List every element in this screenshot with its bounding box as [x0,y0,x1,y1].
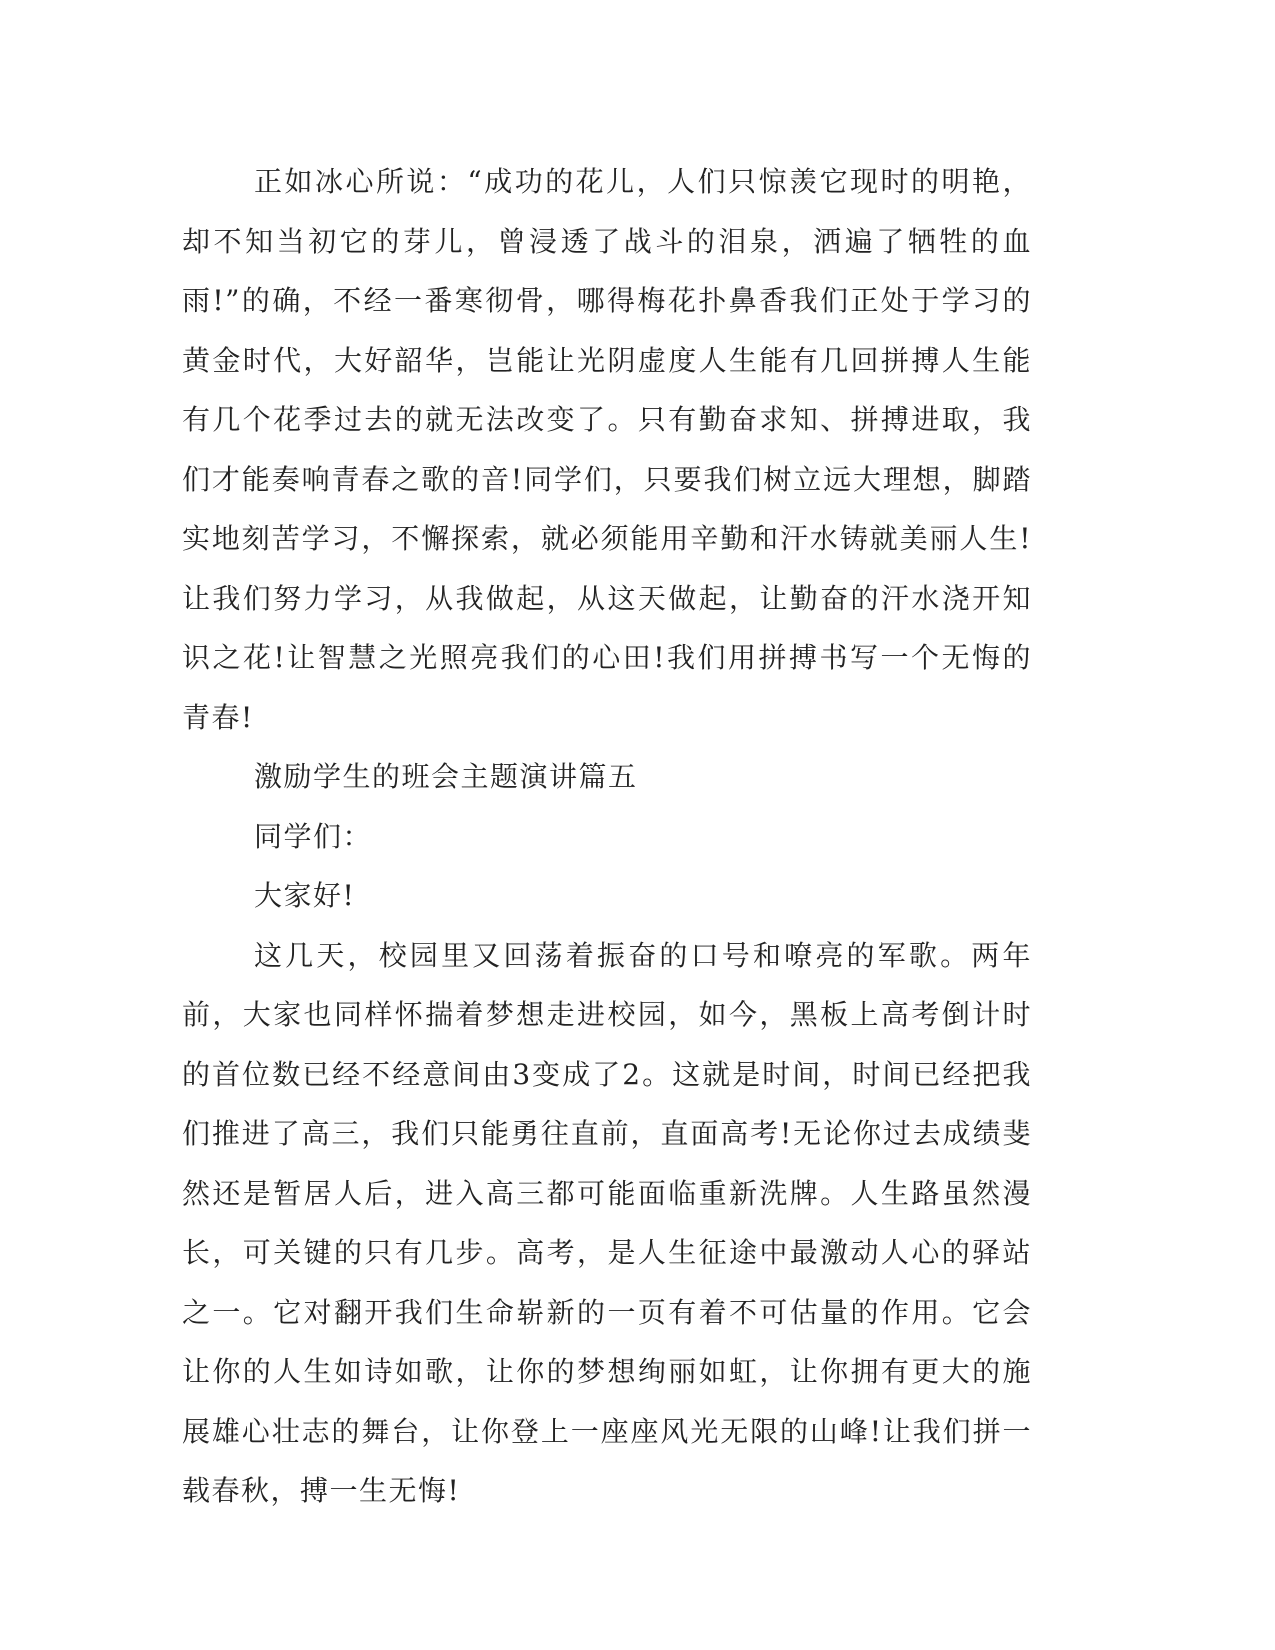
section-title: 激励学生的班会主题演讲篇五 [254,760,638,793]
salutation: 同学们： [254,819,373,853]
document-body [182,152,1032,1521]
greeting: 大家好! [254,879,356,912]
paragraph-bingxin-quote: 正如冰心所说：“成功的花儿，人们只惊羡它现时的明艳，却不知当初它的芽儿，曾浸透了战斗的泪泉，洒遍了牺牲的血雨!”的确，不经一番寒彻骨，哪得梅花扑鼻香我们正处于学习的黄金时代，大好韶华，岂能让光阴虚度人生能有几回拼搏人生能有几个花季过去的就无法改变了。只有勤奋求知、拼搏进取，我们才能奏响青春之歌的音!同学们，只要我们树立远大理想，脚踏实地刻苦学习，不懈探索，就必须能用辛勤和汗水铸就美丽人生!让我们努力学习，从我做起，从这天做起，让勤奋的汗水浇开知识之花!让智慧之光照亮我们的心田!我们用拼搏书写一个无悔的青春! [182,165,1032,734]
paragraph-gaokao: 这几天，校园里又回荡着振奋的口号和嘹亮的军歌。两年前，大家也同样怀揣着梦想走进校园，如今，黑板上高考倒计时的首位数已经不经意间由3变成了2。这就是时间，时间已经把我们推进了高三，我们只能勇往直前，直面高考!无论你过去成绩斐然还是暂居人后，进入高三都可能面临重新洗牌。人生路虽然漫长，可关键的只有几步。高考，是人生征途中最激动人心的驿站之一。它对翻开我们生命崭新的一页有着不可估量的作用。它会让你的人生如诗如歌，让你的梦想绚丽如虹，让你拥有更大的施展雄心壮志的舞台，让你登上一座座风光无限的山峰!让我们拼一载春秋，搏一生无悔! [182,938,1032,1507]
